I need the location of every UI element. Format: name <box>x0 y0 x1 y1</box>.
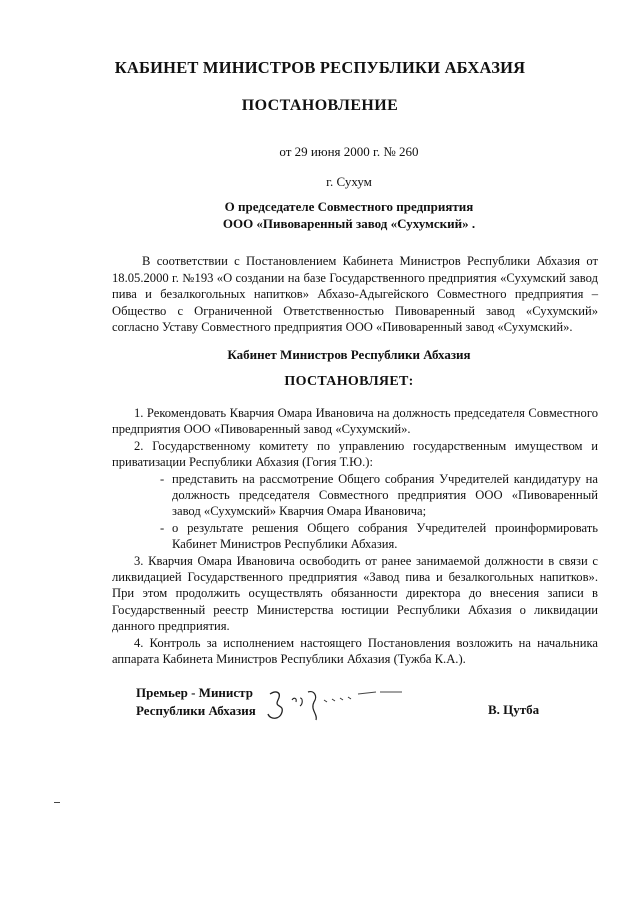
position-line-2: Республики Абхазия <box>136 703 256 718</box>
preamble-text: В соответствии с Постановлением Кабинета Министров Республики Абхазия от 18.05.2000 г. №193 «О создании на базе Государственного предприятия «Сухумский завод пива и безалкогольных напитков» Абхазо-Адыгейского Совместного предприятия – Общество с Ограниченной Ответственностью Пивоваренный завод «Сухумский» согласно Уставу Совместного предприятия ООО «Пивоваренный завод «Сухумский». <box>112 254 598 334</box>
resolution-items <box>112 405 598 668</box>
preamble <box>112 253 598 336</box>
scan-mark <box>54 802 60 803</box>
item-2: 2. Государственному комитету по управлению государственным имуществом и приватизации Республики Абхазия (Гогия Т.Ю.): <box>112 438 598 470</box>
date-number: от 29 июня 2000 г. № 260 <box>279 144 419 159</box>
item-2-sub-1-text: представить на рассмотрение Общего собрания Учредителей кандидатуру на должность председателя Совместного предприятия ООО «Пивоваренный завод «Сухумский» Кварчия Омара Ивановича; <box>172 471 598 519</box>
dash-bullet: - <box>160 471 165 486</box>
subject-line-2: ООО «Пивоваренный завод «Сухумский» . <box>222 216 476 231</box>
document-type: ПОСТАНОВЛЕНИЕ <box>241 97 399 114</box>
item-4: 4. Контроль за исполнением настоящего Постановления возложить на начальника аппарата Кабинета Министров Республики Абхазия (Тужба К.А.). <box>112 635 598 667</box>
signatory-name: В. Цутба <box>488 702 540 717</box>
organization-title: КАБИНЕТ МИНИСТРОВ РЕСПУБЛИКИ АБХАЗИЯ <box>114 58 526 77</box>
item-1: 1. Рекомендовать Кварчия Омара Ивановича на должность председателя Совместного предприятия ООО «Пивоваренный завод «Сухумский». <box>112 406 598 437</box>
city: г. Сухум <box>326 174 372 189</box>
dash-bullet: - <box>160 520 165 535</box>
subject-line-1: О председателе Совместного предприятия <box>224 199 474 214</box>
signatory-position <box>136 684 256 720</box>
resolves-heading: ПОСТАНОВЛЯЕТ: <box>284 374 414 389</box>
item-3: 3. Кварчия Омара Ивановича освободить от ранее занимаемой должности в связи с ликвидацией Государственного предприятия «Завод пива и безалкогольных напитков». При этом продолжить осуществлять обязанности директора до внесения записи в Государственный реестр Министерства юстиции Республики Абхазия о ликвидации данного предприятия. <box>112 553 598 634</box>
handwritten-signature <box>262 680 412 726</box>
position-line-1: Премьер - Министр <box>136 685 253 700</box>
item-2-sub-2 <box>160 520 598 553</box>
item-2-sub-2-text: о результате решения Общего собрания Учредителей проинформировать Кабинет Министров Республики Абхазия. <box>172 520 598 552</box>
subject <box>0 198 640 232</box>
cabinet-heading: Кабинет Министров Республики Абхазия <box>227 347 471 362</box>
item-2-sub-1 <box>160 471 598 520</box>
